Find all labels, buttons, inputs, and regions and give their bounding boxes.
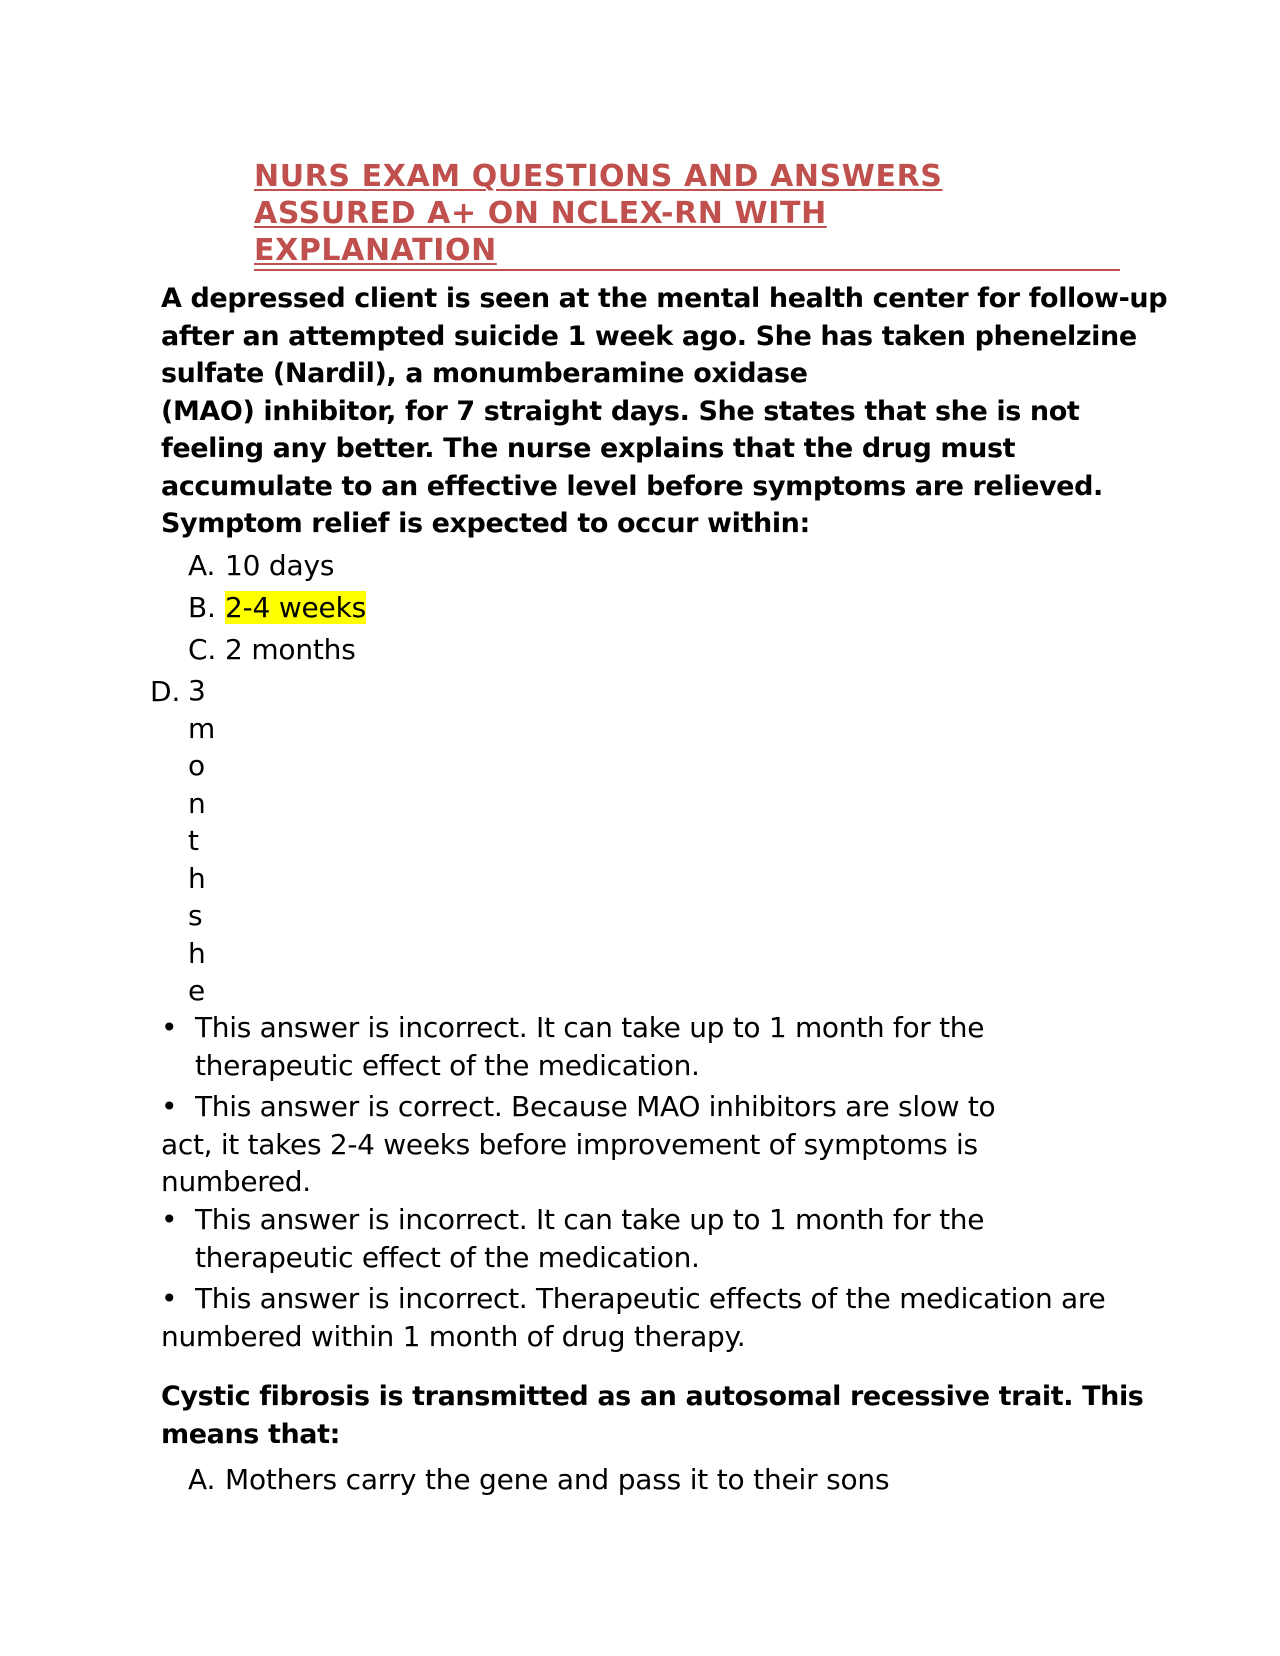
explanation-2 [161,1088,1121,1201]
explanation-text: numbered. [161,1165,311,1198]
option-b [188,588,366,628]
question-text-line: Symptom relief is expected to occur within: [161,508,810,539]
option-d-char: m [188,711,216,745]
option-d-char: 3 [188,674,206,707]
question-1-stem [161,280,1168,543]
option-letter: C. [188,633,217,666]
bullet-icon: • [161,1203,178,1236]
question-text-line: sulfate (Nardil), a monumberamine oxidase [161,358,808,389]
question-text-line: Cystic fibrosis is transmitted as an autosomal recessive trait. This [161,1381,1144,1412]
option-d-char: h [188,861,206,895]
explanation-text: therapeutic effect of the medication. [195,1240,700,1274]
bullet-icon: • [161,1090,178,1123]
explanation-text: This answer is incorrect. Therapeutic effects of the medication are [195,1282,1106,1315]
question-2-option-a [188,1460,889,1500]
explanation-text: This answer is correct. Because MAO inhibitors are slow to [195,1090,996,1123]
question-text-line: A depressed client is seen at the mental health center for follow-up [161,283,1168,314]
explanation-1 [161,1009,1121,1084]
explanation-4 [161,1280,1121,1355]
question-text-line: after an attempted suicide 1 week ago. She has taken phenelzine [161,320,1137,352]
explanation-text: therapeutic effect of the medication. [195,1048,700,1082]
explanation-text: This answer is incorrect. It can take up to 1 month for the [195,1011,985,1044]
document-title [254,158,1120,271]
bullet-icon: • [161,1011,178,1044]
bullet-icon: • [161,1282,178,1315]
option-letter: A. [188,549,216,582]
option-c [188,630,356,670]
explanation-text: act, it takes 2-4 weeks before improvement of symptoms is [161,1127,978,1161]
explanation-text: numbered within 1 month of drug therapy. [161,1319,746,1353]
option-letter: B. [188,591,216,624]
option-text: 2 months [225,633,356,666]
option-text: 10 days [225,549,335,582]
option-a [188,546,334,586]
option-text: Mothers carry the gene and pass it to their sons [225,1463,890,1496]
question-text-line: (MAO) inhibitor, for 7 straight days. She states that she is not [161,395,1080,427]
option-d-char: o [188,749,206,782]
explanation-text: This answer is incorrect. It can take up to 1 month for the [195,1203,985,1236]
question-text-line: feeling any better. The nurse explains that the drug must [161,433,1016,464]
explanation-3 [161,1201,1121,1276]
question-2-stem [161,1378,1144,1453]
option-letter: A. [188,1463,216,1496]
title-line-3: EXPLANATION [254,233,497,268]
question-text-line: means that: [161,1418,341,1450]
option-d-char: h [188,936,206,970]
option-d-letter: D. [150,675,181,708]
option-d-char: e [188,974,206,1007]
option-d-char: n [188,786,206,820]
option-text-highlighted: 2-4 weeks [225,591,366,624]
title-line-1: NURS EXAM QUESTIONS AND ANSWERS [254,159,943,194]
question-text-line: accumulate to an effective level before symptoms are relieved. [161,470,1103,502]
option-d-char: s [188,899,203,932]
option-d-vertical-text [188,672,215,1010]
title-line-2: ASSURED A+ ON NCLEX-RN WITH [254,196,827,231]
option-d-char: t [188,824,199,857]
